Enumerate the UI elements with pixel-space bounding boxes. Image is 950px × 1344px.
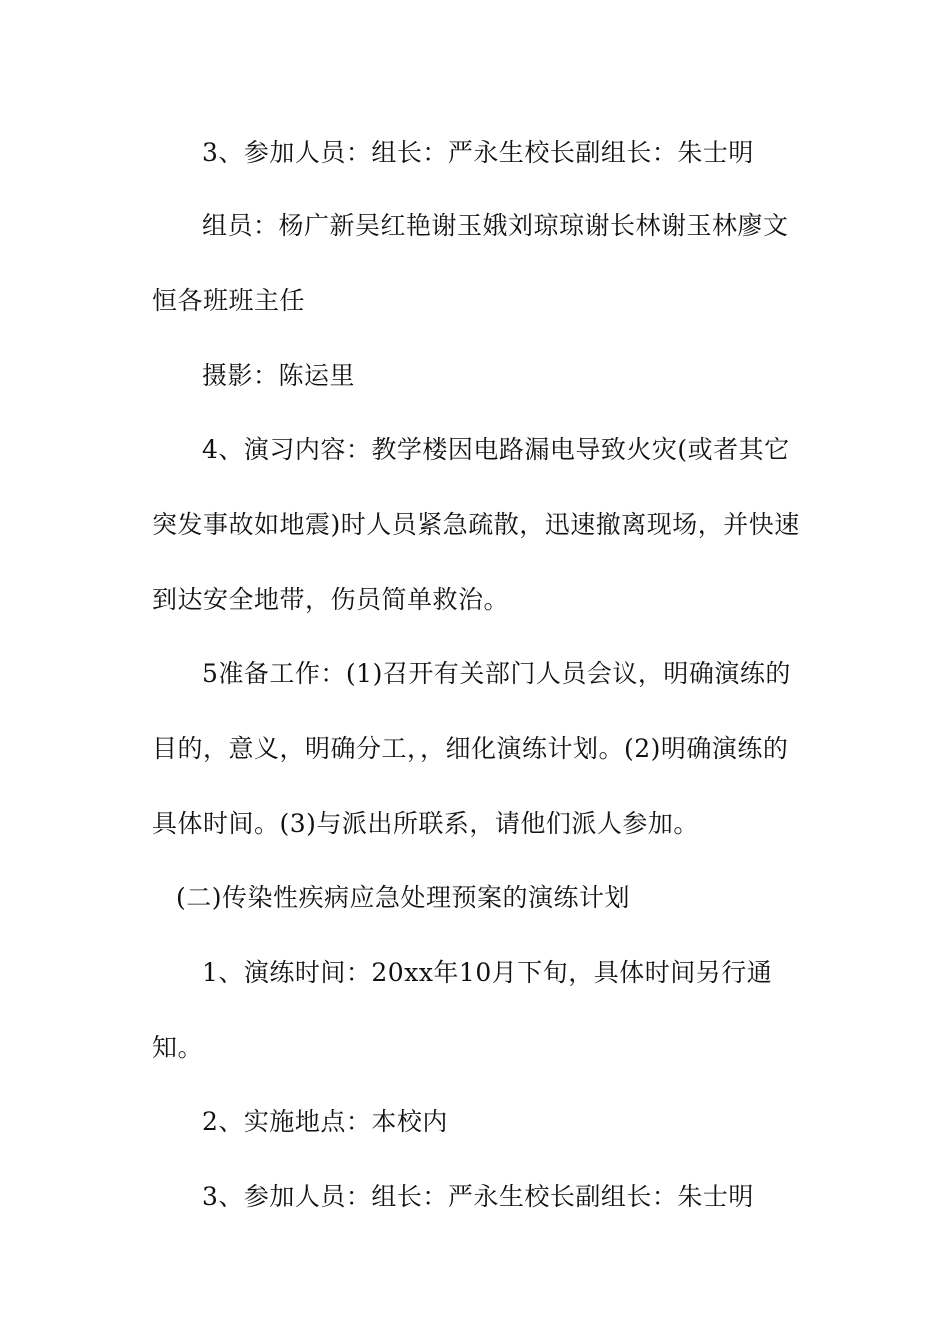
text-line: 具体时间。(3)与派出所联系，请他们派人参加。 bbox=[152, 809, 699, 838]
text-line: 3、参加人员：组长：严永生校长副组长：朱士明 bbox=[202, 138, 754, 167]
text-line: 摄影：陈运里 bbox=[202, 361, 356, 390]
text-line: 组员：杨广新吴红艳谢玉娥刘琼琼谢长林谢玉林廖文 bbox=[202, 211, 789, 240]
text-line: 1、演练时间：20xx年10月下旬，具体时间另行通 bbox=[202, 958, 773, 987]
text-line: 3、参加人员：组长：严永生校长副组长：朱士明 bbox=[202, 1182, 754, 1211]
text-line: 5准备工作：(1)召开有关部门人员会议，明确演练的 bbox=[202, 659, 791, 688]
text-line: 2、实施地点：本校内 bbox=[202, 1107, 448, 1136]
text-line: 知。 bbox=[152, 1033, 204, 1062]
text-line: 目的，意义，明确分工，，细化演练计划。(2)明确演练的 bbox=[152, 734, 789, 763]
text-line: 恒各班班主任 bbox=[152, 286, 306, 315]
text-line: 4、演习内容：教学楼因电路漏电导致火灾(或者其它 bbox=[202, 435, 790, 464]
section-heading: (二)传染性疾病应急处理预案的演练计划 bbox=[176, 883, 631, 912]
text-line: 到达安全地带，伤员简单救治。 bbox=[152, 585, 510, 614]
text-line: 突发事故如地震)时人员紧急疏散，迅速撤离现场，并快速 bbox=[152, 510, 800, 539]
